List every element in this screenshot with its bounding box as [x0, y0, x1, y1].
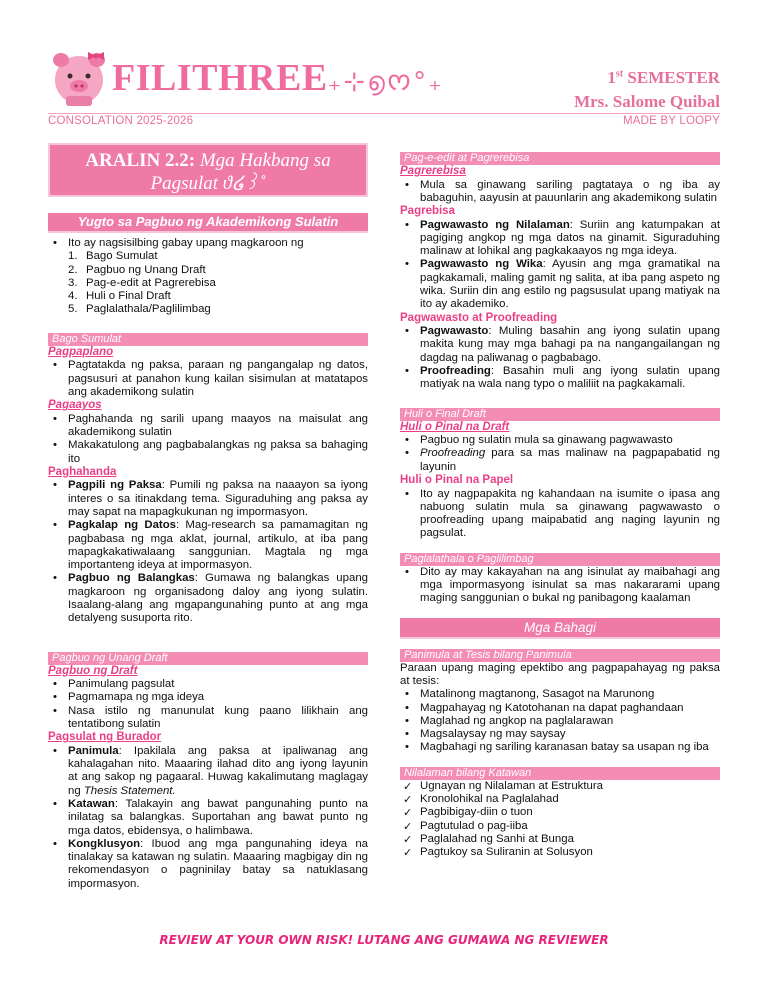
list-item: • Magpahayag ng Katotohanan na dapat paghandaan: [400, 702, 720, 715]
school-year: CONSOLATION 2025-2026: [48, 115, 194, 127]
list-item: ✓ Ugnayan ng Nilalaman at Estruktura: [400, 780, 720, 793]
subheading-pagaayos: Pagaayos: [48, 399, 102, 412]
section-header-yugto: Yugto sa Pagbuo ng Akademikong Sulatin: [48, 213, 368, 233]
list-item: • Panimulang pagsulat: [48, 678, 368, 691]
subheading-pagpaplano: Pagpaplano: [48, 345, 114, 358]
list-item: 2. Pagbuo ng Unang Draft: [68, 263, 206, 276]
list-item: ✓ Paglalahad ng Sanhi at Bunga: [400, 833, 720, 846]
list-item: • Pagbuo ng sulatin mula sa ginawang pagwawasto: [400, 434, 720, 447]
subheading-pagrerebisa: Pagrerebisa: [400, 165, 466, 177]
band-paglalathala: Paglalathala o Paglilimbag: [400, 553, 720, 566]
panimula-intro: Paraan upang maging epektibo ang pagpapahayag ng paksa at tesis:: [400, 661, 720, 687]
list-item: ✓ Pagtutulad o pag-iiba: [400, 820, 720, 833]
header-divider: [48, 113, 720, 114]
brand-title: FILITHREE₊⊹൭ᰔ°₊: [112, 57, 444, 99]
list-item: • Proofreading: Basahin muli ang iyong sulatin upang matiyak na wala nang typo o maliliit na pagkakamali.: [400, 365, 720, 392]
band-bago-sumulat: Bago Sumulat: [48, 333, 368, 346]
list-item: • Pagkalap ng Datos: Mag-research sa pamamagitan ng pagbabasa ng mga aklat, journal, artikulo, at iba pang mapagkakatiwalaang sanggunian. Magtala ng mga importanteng ideya at impormasyon.: [48, 519, 368, 572]
list-item: • Pagpili ng Paksa: Pumili ng paksa na naaayon sa iyong interes o sa itinakdang tema. Siguraduhing ang paksa ay may sapat na mapagkukunan ng impormasyon.: [48, 479, 368, 519]
band-unang-draft: Pagbuo ng Unang Draft: [48, 652, 368, 665]
band-panimula: Panimula at Tesis bilang Panimula: [400, 649, 720, 662]
band-pag-e-edit: Pag-e-edit at Pagrerebisa: [400, 152, 720, 165]
subheading-burador: Pagsulat ng Burador: [48, 731, 162, 744]
list-item: ✓ Kronolohikal na Paglalahad: [400, 793, 720, 806]
list-item: • Maglahad ng angkop na paglalarawan: [400, 715, 720, 728]
band-final-draft: Huli o Final Draft: [400, 408, 720, 421]
subheading-pinal-papel: Huli o Pinal na Papel: [400, 474, 514, 487]
yugto-steps: [48, 250, 368, 316]
subheading-pinal-draft: Huli o Pinal na Draft: [400, 420, 510, 433]
list-item: • Kongklusyon: Ibuod ang mga pangunahing ideya na tinalakay sa katawan ng sulatin. Maaaring magbigay din ng rekomendasyon o pagninilay batay sa natuklasang impormasyon.: [48, 838, 368, 891]
list-item: • Pagbuo ng Balangkas: Gumawa ng balangkas upang magkaroon ng organisadong daloy ang iyong sulatin. Isaalang-alang ang mgapangunahing punto at ang mga detalyeng susuporta rito.: [48, 572, 368, 625]
list-item: • Pagtatakda ng paksa, paraan ng pangangalap ng datos, pagsusuri at panahon kung kailan sisimulan at matatapos ang akademikong sulatin: [48, 359, 368, 399]
list-item: • Magbahagi ng sariling karanasan batay sa usapan ng iba: [400, 741, 720, 754]
list-item: • Dito ay may kakayahan na ang isinulat ay maibahagi ang mga impormasyong isinulat sa mas nakararami upang maging sanggunian o bukal ng panibagong kaalaman: [400, 566, 720, 606]
semester-block: 1st SEMESTER Mrs. Salome Quibal: [574, 66, 720, 114]
author-credit: MADE BY LOOPY: [623, 115, 720, 127]
list-item: ✓ Pagbibigay-diin o tuon: [400, 806, 720, 819]
list-item: 3. Pag-e-edit at Pagrerebisa: [68, 276, 216, 289]
list-item: 1. Bago Sumulat: [68, 250, 158, 263]
list-item: • Panimula: Ipakilala ang paksa at ipaliwanag ang kahalagahan nito. Maaaring ilahad dito ang iyong layunin at ang sakop ng pagaaral. Huwag kakalimutang maglagay ng Thesis Statement.: [48, 745, 368, 798]
list-item: • Pagwawasto ng Nilalaman: Suriin ang katumpakan at pagiging angkop ng mga datos na ginamit. Siguraduhing malinaw at lohikal ang pagkakaayos ng mga ideya.: [400, 219, 720, 259]
section-header-mga-bahagi: Mga Bahagi: [400, 618, 720, 639]
list-item: • Pagwawasto: Muling basahin ang iyong sulatin upang makita kung may mga bahagi pa na nangangailangan ng dagdag na paliwanag o pagbabago.: [400, 325, 720, 365]
brand-decoration: ₊⊹൭ᰔ°₊: [327, 67, 444, 97]
list-item: • Pagmamapa ng mga ideya: [48, 691, 368, 704]
list-item: 4. Huli o Final Draft: [68, 290, 171, 303]
list-item: • Nasa istilo ng manunulat kung paano lilikhain ang tentatibong sulatin: [48, 705, 368, 732]
subheading-proofreading: Pagwawasto at Proofreading: [400, 311, 558, 324]
list-item: • Mula sa ginawang sariling pagtataya o ng iba ay babaguhin, aayusin at pauunlarin ang akademikong sulatin: [400, 179, 720, 206]
right-column: [400, 152, 720, 859]
list-item: • Paghahanda ng sarili upang maayos na maisulat ang akademikong sulatin: [48, 413, 368, 440]
footer-disclaimer: REVIEW AT YOUR OWN RISK! LUTANG ANG GUMAWA NG REVIEWER: [159, 933, 609, 947]
list-item: • Katawan: Talakayin ang bawat pangunahing punto na inilatag sa balangkas. Suportahan ang bawat punto ng mga datos, ebidensya, o halimbawa.: [48, 798, 368, 838]
list-item: 5. Paglalathala/Paglilimbag: [68, 303, 211, 316]
list-item: • Magsalaysay ng may saysay: [400, 728, 720, 741]
list-item: • Ito ay nagpapakita ng kahandaan na isumite o ipasa ang nabuong sulatin mula sa ginawang pagwawasto o proofreading upang maipabatid ang naging layunin ng pagsulat.: [400, 488, 720, 541]
list-item: • Makakatulong ang pagbabalangkas ng paksa sa bahaging ito: [48, 439, 368, 466]
subheading-pagbuo-ng-draft: Pagbuo ng Draft: [48, 664, 138, 677]
list-item: ✓ Pagtukoy sa Suliranin at Solusyon: [400, 846, 720, 859]
subheading-pagrebisa: Pagrebisa: [400, 205, 455, 218]
lesson-title: ARALIN 2.2: Mga Hakbang sa Pagsulat ϑ໒꒱˚: [48, 143, 368, 197]
pig-mascot-icon: [48, 46, 110, 108]
list-item: • Matalinong magtanong, Sasagot na Marunong: [400, 688, 720, 701]
subheading-paghahanda: Paghahanda: [48, 465, 117, 478]
list-item: • Ito ay nagsisilbing gabay upang magkaroon ng: [48, 237, 368, 250]
left-column: [48, 143, 368, 891]
teacher-name: Mrs. Salome Quibal: [574, 92, 720, 111]
list-item: • Pagwawasto ng Wika: Ayusin ang mga gramatikal na pagkakamali, maling gamit ng salita, at iba pang aspeto ng wika. Suriin din ang estilo ng pagsusulat upang matiyak na ito ay akademiko.: [400, 258, 720, 311]
band-nilalaman: Nilalaman bilang Katawan: [400, 767, 720, 780]
list-item: • Proofreading para sa mas malinaw na pagpapabatid ng layunin: [400, 447, 720, 474]
